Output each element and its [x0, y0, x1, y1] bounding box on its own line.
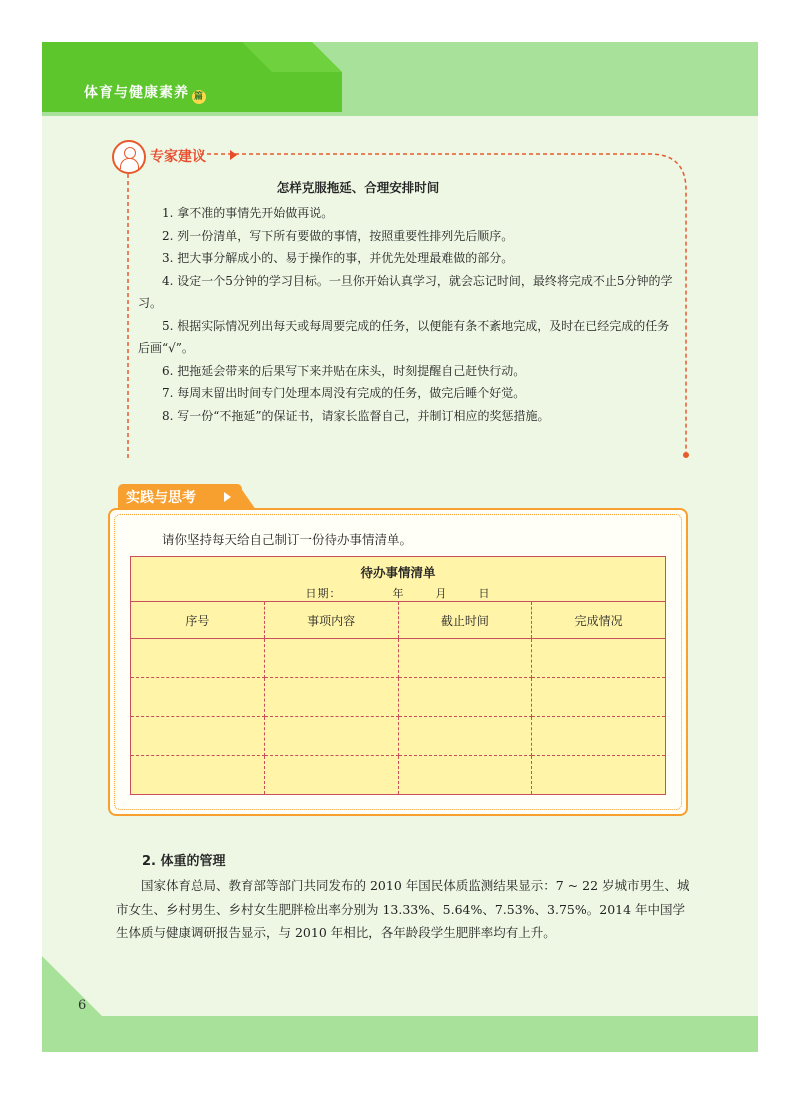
practice-prompt: 请你坚持每天给自己制订一份待办事情清单。: [162, 532, 413, 547]
list-item: 4. 设定一个5分钟的学习目标。一旦你开始认真学习，就会忘记时间，最终将完成不止5分钟的学习。: [138, 273, 673, 310]
date-label: 日期：: [305, 586, 342, 600]
list-item: 3. 把大事分解成小的、易于操作的事，并优先处理最难做的部分。: [162, 251, 514, 265]
table-row: [131, 717, 666, 756]
todo-table-header: [131, 557, 666, 602]
column-header: 截止时间: [398, 602, 532, 639]
column-header: 序号: [131, 602, 265, 639]
table-row: [131, 756, 666, 795]
date-month: 月: [435, 586, 448, 600]
date-day: 日: [478, 586, 491, 600]
expert-arrow-icon: [230, 150, 237, 160]
section-heading: 2. 体重的管理: [142, 854, 226, 869]
column-header: 完成情况: [532, 602, 666, 639]
table-cell: [398, 678, 532, 717]
header-title: 体育与健康素养 篇: [84, 85, 204, 102]
page-number: 6: [78, 998, 87, 1013]
table-cell: [398, 717, 532, 756]
table-cell: [532, 678, 666, 717]
table-cell: [131, 717, 265, 756]
table-cell: [532, 756, 666, 795]
table-cell: [131, 756, 265, 795]
list-item: 7. 每周末留出时间专门处理本周没有完成的任务，做完后睡个好觉。: [162, 386, 526, 400]
table-cell: [131, 678, 265, 717]
table-cell: [131, 639, 265, 678]
list-item: 6. 把拖延会带来的后果写下来并贴在床头，时刻提醒自己赶快行动。: [162, 363, 526, 378]
table-row: [131, 639, 666, 678]
table-cell: [532, 717, 666, 756]
table-cell: [532, 639, 666, 678]
section-body: [116, 874, 692, 945]
table-cell: [398, 756, 532, 795]
table-cell: [398, 639, 532, 678]
date-year: 年: [392, 586, 405, 600]
list-item: 8. 写一份“不拖延”的保证书，请家长监督自己，并制订相应的奖惩措施。: [162, 408, 550, 423]
list-item: 1. 拿不准的事情先开始做再说。: [162, 206, 334, 220]
table-cell: [264, 678, 398, 717]
table-row: [131, 678, 666, 717]
practice-arrow-icon: [224, 492, 231, 502]
practice-tab-tail: [238, 484, 256, 510]
practice-label: 实践与思考: [126, 490, 196, 506]
table-cell: [264, 756, 398, 795]
todo-date-line: [131, 585, 665, 601]
column-header: 事项内容: [264, 602, 398, 639]
expert-avatar-icon: [112, 140, 146, 174]
header-badge: 篇: [193, 92, 204, 102]
list-item: 5. 根据实际情况列出每天或每周要完成的任务，以便能有条不紊地完成，及时在已经完成的任务后画“√”。: [138, 318, 670, 355]
expert-title: 怎样克服拖延、合理安排时间: [276, 180, 440, 195]
table-cell: [264, 639, 398, 678]
todo-table: [130, 556, 666, 795]
todo-table-title: 待办事情清单: [360, 564, 436, 580]
expert-label: 专家建议: [150, 149, 206, 165]
list-item: 2. 列一份清单，写下所有要做的事情，按照重要性排列先后顺序。: [162, 228, 514, 243]
table-cell: [264, 717, 398, 756]
section-paragraph: 国家体育总局、教育部等部门共同发布的 2010 年国民体质监测结果显示：7 ~ 22 岁城市男生、城市女生、乡村男生、乡村女生肥胖检出率分别为 13.33%、5.64%、7.53%、3.75%。2014 年中国学生体质与健康调研报告显示，与 2010 年相比，各年龄段学生肥胖率均有上升。: [116, 878, 690, 940]
expert-list: [138, 202, 674, 427]
